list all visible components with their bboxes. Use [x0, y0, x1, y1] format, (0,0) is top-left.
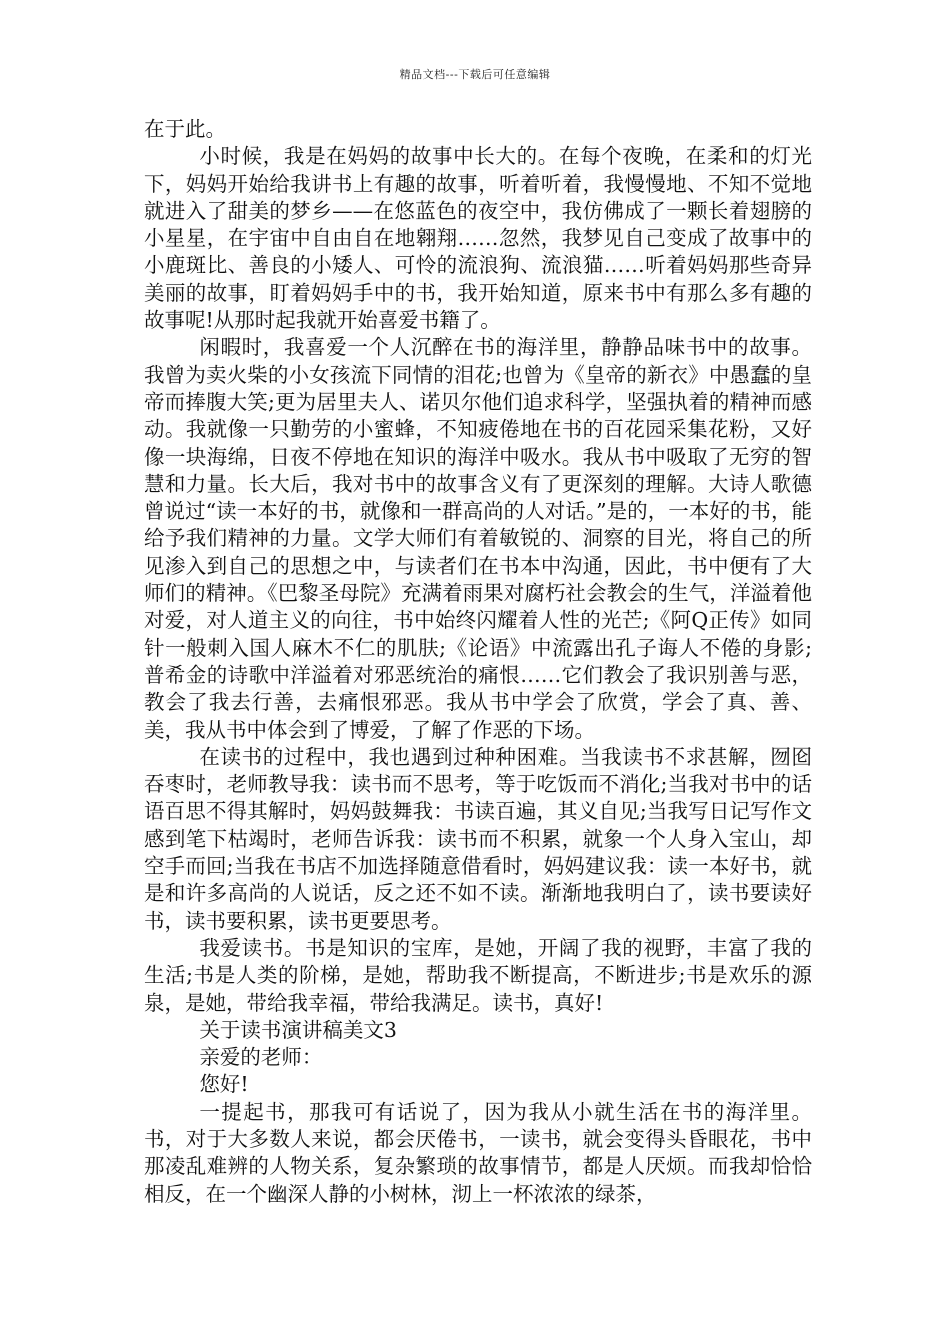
salutation: 亲爱的老师：	[199, 1045, 323, 1070]
paragraph-difficulties: 在读书的过程中，我也遇到过种种困难。当我读书不求甚解，囫囵吞枣时，老师教导我：读书而不思考，等于吃饭而不消化;当我对书中的话语百思不得其解时，妈妈鼓舞我：书读百遍，其义自见;当我写日记写作文感到笔下枯竭时，老师告诉我：读书而不积累，就象一个人身入宝山，却空手而回;当我在书店不加选择随意借看时，妈妈建议我：读一本好书，就是和许多高尚的人说话，反之还不如不读。渐渐地我明白了，读书要读好书，读书要积累，读书更要思考。	[144, 744, 812, 933]
paragraph-leisure-reading: 闲暇时，我喜爱一个人沉醉在书的海洋里，静静品味书中的故事。我曾为卖火柴的小女孩流下同情的泪花;也曾为《皇帝的新衣》中愚蠢的皇帝而捧腹大笑;更为居里夫人、诺贝尔他们追求科学，坚强执着的精神而感动。我就像一只勤劳的小蜜蜂，不知疲倦地在书的百花园采集花粉，又好像一块海绵，日夜不停地在知识的海洋中吸水。我从书中吸取了无穷的智慧和力量。长大后，我对书中的故事含义有了更深刻的理解。大诗人歌德曾说过“读一本好的书，就像和一群高尚的人对话。”是的，一本好的书，能给予我们精神的力量。文学大师们有着敏锐的、洞察的目光，将自己的所见渗入到自己的思想之中，与读者们在书本中沟通，因此，书中便有了大师们的精神。《巴黎圣母院》充满着雨果对腐朽社会教会的生气，洋溢着他对爱，对人道主义的向往，书中始终闪耀着人性的光芒;《阿Q正传》如同针一般刺入国人麻木不仁的肌肤;《论语》中流露出孔子诲人不倦的身影;普希金的诗歌中洋溢着对邪恶统治的痛恨……它们教会了我识别善与恶，教会了我去行善，去痛恨邪恶。我从书中学会了欣赏，学会了真、善、美，我从书中体会到了博爱，了解了作恶的下场。	[144, 335, 812, 742]
paragraph-childhood: 小时候，我是在妈妈的故事中长大的。在每个夜晚，在柔和的灯光下，妈妈开始给我讲书上有趣的故事，听着听着，我慢慢地、不知不觉地就进入了甜美的梦乡——在悠蓝色的夜空中，我仿佛成了一颗长着翅膀的小星星，在宇宙中自由自在地翱翔……忽然，我梦见自己变成了故事中的小鹿斑比、善良的小矮人、可怜的流浪狗、流浪猫……听着妈妈那些奇异美丽的故事，盯着妈妈手中的书，我开始知道，原来书中有那么多有趣的故事呢!从那时起我就开始喜爱书籍了。	[144, 144, 812, 333]
greeting: 您好!	[199, 1072, 249, 1097]
page-header: 精品文档---下载后可任意编辑	[399, 68, 551, 81]
paragraph-love-reading: 我爱读书。书是知识的宝库，是她，开阔了我的视野，丰富了我的生活;书是人类的阶梯，是她，帮助我不断提高，不断进步;书是欢乐的源泉，是她，带给我幸福，带给我满足。读书，真好!	[144, 935, 812, 1015]
section-title: 关于读书演讲稿美文3	[199, 1017, 397, 1042]
paragraph-speech-opening: 一提起书，那我可有话说了，因为我从小就生活在书的海洋里。书，对于大多数人来说，都会厌倦书，一读书，就会变得头昏眼花，书中那凌乱难辨的人物关系，复杂繁琐的故事情节，都是人厌烦。而我却恰恰相反，在一个幽深人静的小树林，沏上一杯浓浓的绿茶，	[144, 1099, 812, 1206]
paragraph-continuation: 在于此。	[144, 117, 226, 141]
document-body	[144, 116, 812, 1208]
